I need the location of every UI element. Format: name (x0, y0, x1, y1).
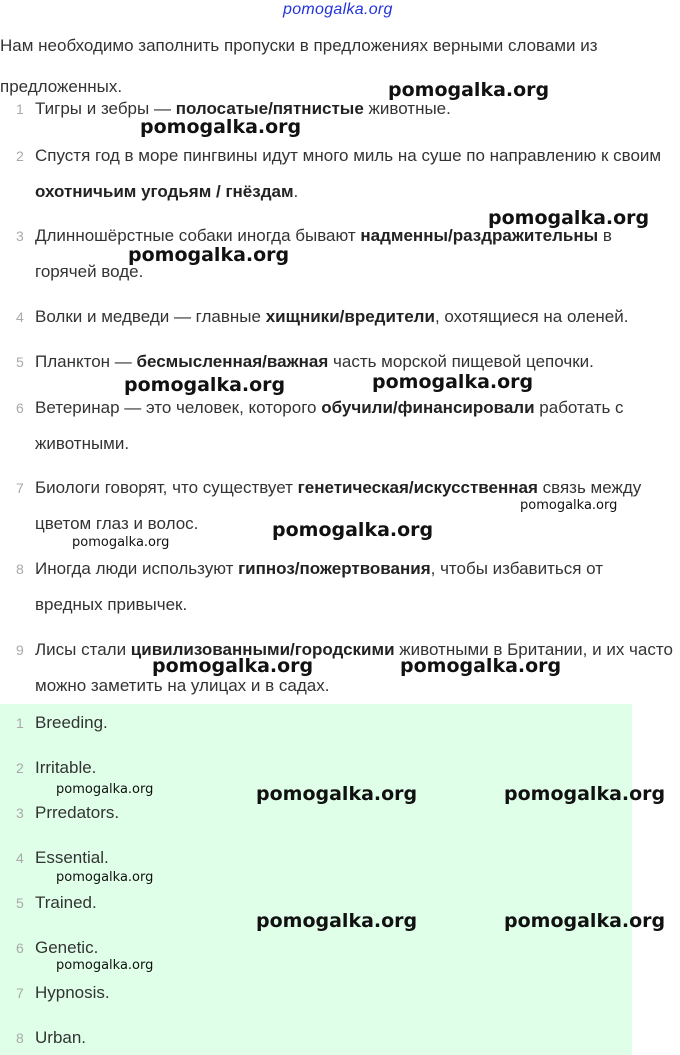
question-number: 7 (16, 480, 24, 496)
answer-number: 4 (16, 850, 24, 866)
question-options: хищники/вредители (265, 307, 435, 326)
watermark: pomogalka.org (56, 958, 154, 973)
watermark: pomogalka.org (124, 374, 286, 396)
watermark: pomogalka.org (128, 244, 290, 266)
watermark: pomogalka.org (256, 910, 418, 932)
answer-text: Essential. (35, 848, 109, 867)
question-options: гипноз/пожертвования (238, 559, 431, 578)
answer-number: 1 (16, 715, 24, 731)
watermark: pomogalka.org (400, 655, 562, 677)
question-options: цивилизованными/городскими (130, 640, 395, 659)
question-text-before: Волки и медведи — главные (35, 307, 266, 326)
question-text-before: Иногда люди используют (35, 559, 239, 578)
question-text-after: , чтобы избавиться от вредных привычек. (35, 559, 604, 614)
watermark: pomogalka.org (504, 783, 666, 805)
answer-text: Trained. (35, 893, 97, 912)
answer-text: Prredators. (35, 803, 120, 822)
answer-number: 2 (16, 760, 24, 776)
question-number: 5 (16, 354, 24, 370)
question-text-after: работать с животными. (35, 398, 624, 453)
question-number: 1 (16, 101, 24, 117)
site-header-link[interactable]: pomogalka.org (283, 1, 393, 18)
question-text-after: . (293, 182, 299, 201)
question-item (0, 344, 680, 380)
answer-text: Breeding. (35, 713, 108, 732)
watermark: pomogalka.org (56, 870, 154, 885)
task-intro: Нам необходимо заполнить пропуски в предложениях верными словами из предложенных. (0, 36, 598, 96)
answer-number: 5 (16, 895, 24, 911)
question-text-before: Лисы стали (35, 640, 131, 659)
question-options: надменны/раздражительны (360, 226, 599, 245)
watermark: pomogalka.org (140, 116, 302, 138)
question-text-before: Тигры и зебры — (35, 99, 176, 118)
question-item (0, 551, 680, 623)
question-options: охотничьим угодьям / гнёздам (35, 182, 294, 201)
answer-text: Genetic. (35, 938, 99, 957)
question-item (0, 390, 680, 462)
answer-number: 8 (16, 1030, 24, 1046)
question-text-after: животными в Британии, и их часто можно заметить на улицах и в садах. (35, 640, 673, 695)
watermark: pomogalka.org (152, 655, 314, 677)
question-item (0, 138, 680, 210)
question-text-after: животные. (363, 99, 451, 118)
answer-number: 3 (16, 805, 24, 821)
question-number: 4 (16, 309, 24, 325)
question-options: обучили/финансировали (321, 398, 535, 417)
answer-number: 6 (16, 940, 24, 956)
question-item (0, 299, 680, 335)
question-text-before: Планктон — (35, 352, 137, 371)
question-text-before: Биологи говорят, что существует (35, 478, 298, 497)
watermark: pomogalka.org (256, 783, 418, 805)
question-options: полосатые/пятнистые (175, 99, 364, 118)
question-number: 3 (16, 228, 24, 244)
question-number: 6 (16, 400, 24, 416)
watermark: pomogalka.org (488, 207, 650, 229)
watermark: pomogalka.org (372, 371, 534, 393)
question-text-after: , охотящиеся на оленей. (434, 307, 629, 326)
question-options: генетическая/искусственная (297, 478, 538, 497)
question-text-before: Длинношёрстные собаки иногда бывают (35, 226, 361, 245)
answer-text: Hypnosis. (35, 983, 110, 1002)
question-text-after: связь между цветом глаз и волос. (35, 478, 642, 533)
question-text-before: Спустя год в море пингвины идут много миль на суше по направлению к своим (35, 146, 662, 165)
watermark: pomogalka.org (272, 519, 434, 541)
question-text-before: Ветеринар — это человек, которого (35, 398, 322, 417)
answer-text: Irritable. (35, 758, 97, 777)
question-number: 8 (16, 561, 24, 577)
question-text-after: в горячей воде. (35, 226, 612, 281)
watermark: pomogalka.org (504, 910, 666, 932)
watermark: pomogalka.org (72, 535, 170, 550)
watermark: pomogalka.org (56, 782, 154, 797)
question-item (0, 91, 680, 127)
answer-text: Urban. (35, 1028, 87, 1047)
question-options: бесмысленная/важная (136, 352, 329, 371)
watermark: pomogalka.org (520, 498, 618, 513)
question-text-after: часть морской пищевой цепочки. (328, 352, 594, 371)
watermark: pomogalka.org (388, 79, 550, 101)
answer-number: 7 (16, 985, 24, 1001)
question-item (0, 632, 680, 704)
question-number: 9 (16, 642, 24, 658)
question-number: 2 (16, 148, 24, 164)
